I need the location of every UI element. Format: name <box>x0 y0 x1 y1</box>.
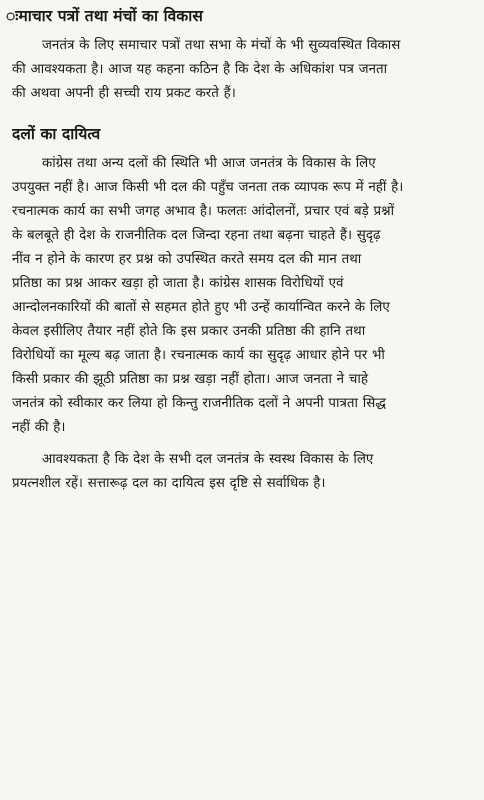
section-gap <box>12 114 474 122</box>
text-line: विरोधियों का मूल्य बढ़ जाता है। रचनात्मक कार्य का सुदृढ़ आधार होने पर भी <box>12 348 385 363</box>
section-heading-party-responsibility: दलों का दायित्व <box>12 125 101 143</box>
paragraph-conclusion <box>12 448 474 496</box>
paragraph-party-status <box>12 152 474 440</box>
text-line: जनतंत्र को स्वीकार कर लिया हो किन्तु राजनीतिक दलों ने अपनी पात्रता सिद्ध <box>12 396 386 411</box>
text-line: प्रतिष्ठा का प्रश्न आकर खड़ा हो जाता है। कांग्रेस शासक विरोधियों एवं <box>12 276 344 291</box>
text-line: रचनात्मक कार्य का सभी जगह अभाव है। फलतः आंदोलनों, प्रचार एवं बड़े प्रश्नों <box>12 204 395 219</box>
text-line: नींव न होने के कारण हर प्रश्न को उपस्थित करते समय दल की मान तथा <box>12 252 362 267</box>
text-line: कांग्रेस तथा अन्य दलों की स्थिति भी आज जनतंत्र के विकास के लिए <box>42 156 376 171</box>
text-line: आन्दोलनकारियों की बातों से सहमत होते हुए भी उन्हें कार्यान्वित करने के लिए <box>12 300 390 315</box>
text-line: प्रयत्नशील रहें। सत्तारूढ़ दल का दायित्व इस दृष्टि से सर्वाधिक है। <box>12 476 326 491</box>
text-line: उपयुक्त नहीं है। आज किसी भी दल की पहुँच जनता तक व्यापक रूप में नहीं है। <box>12 180 404 195</box>
text-line: नहीं की है। <box>12 420 66 435</box>
text-line: किसी प्रकार की झूठी प्रतिष्ठा का प्रश्न खड़ा नहीं होता। आज जनता ने चाहे <box>12 372 368 387</box>
paragraph-newspapers <box>12 34 474 106</box>
text-line: की अथवा अपनी ही सच्ची राय प्रकट करते हैं। <box>12 86 236 101</box>
section-heading-newspapers: ःमाचार पत्रों तथा मंचों का विकास <box>6 7 203 25</box>
text-line: जनतंत्र के लिए समाचार पत्रों तथा सभा के मंचों के भी सुव्यवस्थित विकास <box>42 38 401 53</box>
text-line: के बलबूते ही देश के राजनीतिक दल जिन्दा रहना तथा बढ़ना चाहते हैं। सुदृढ़ <box>12 228 381 243</box>
text-line: केवल इसीलिए तैयार नहीं होते कि इस प्रकार उनकी प्रतिष्ठा की हानि तथा <box>12 324 366 339</box>
text-line: आवश्यकता है कि देश के सभी दल जनतंत्र के स्वस्थ विकास के लिए <box>42 452 374 467</box>
text-line: की आवश्यकता है। आज यह कहना कठिन है कि देश के अधिकांश पत्र जनता <box>12 62 388 77</box>
